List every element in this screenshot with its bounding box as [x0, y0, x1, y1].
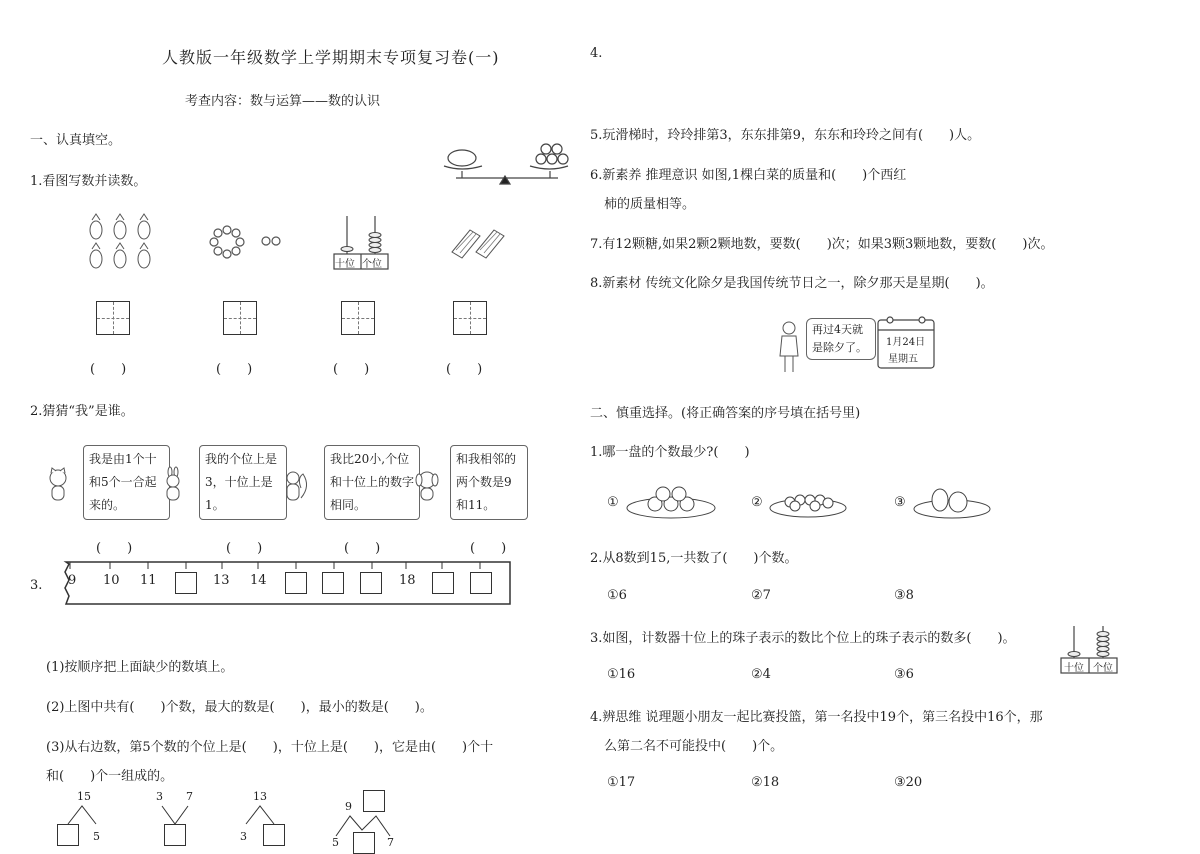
ruler-number-10: 10 [103, 573, 120, 588]
write-number-box-4[interactable] [453, 301, 487, 335]
apples-plate-image [625, 484, 717, 520]
s2-q4-line1: 4.辨思维 说理题小朋友一起比赛投篮，第一名投中19个，第三名投中16个，那 [590, 710, 1043, 725]
clue-bubble-3: 我比20小,个位和十位上的数字相同。 [324, 445, 420, 520]
tree1-top: 15 [77, 790, 91, 803]
read-number-blank-4[interactable]: ( ) [446, 362, 483, 377]
ruler-number-11: 11 [140, 573, 157, 588]
ruler-number-18: 18 [399, 573, 416, 588]
tree2-lines [158, 804, 198, 826]
tree4-bottom-left: 5 [332, 836, 339, 849]
section1-heading: 一、认真填空。 [30, 133, 122, 148]
clue-bubble-1: 我是由1个十和5个一合起来的。 [83, 445, 170, 520]
s2-q3-option-1[interactable]: ①16 [607, 667, 636, 682]
s2-q3-option-3[interactable]: ③6 [894, 667, 914, 682]
s2-q4-option-1[interactable]: ①17 [607, 775, 636, 790]
q2-text: 2.猜猜“我”是谁。 [30, 404, 134, 419]
write-number-box-3[interactable] [341, 301, 375, 335]
q8-text: 8.新素材 传统文化除夕是我国传统节日之一，除夕那天是星期( )。 [590, 276, 994, 291]
calendar-day: 星期五 [888, 354, 918, 365]
q3-sub1: (1)按顺序把上面缺少的数填上。 [46, 660, 234, 675]
ruler-blank-20[interactable] [470, 572, 492, 594]
ruler-number-9: 9 [68, 573, 77, 588]
dog-icon [414, 470, 440, 502]
s2-q1-option-3[interactable]: ③ [894, 495, 906, 510]
q6-line1: 6.新素养 推理意识 如图,1棵白菜的质量和( )个西红 [590, 168, 907, 183]
speech-bubble: 再过4天就是除夕了。 [806, 318, 876, 360]
tree3-lines [240, 804, 290, 826]
rabbit-icon [161, 468, 185, 502]
read-number-blank-1[interactable]: ( ) [90, 362, 127, 377]
guess-blank-2[interactable]: ( ) [226, 541, 263, 556]
abacus-tens-label: 十位 [335, 259, 355, 270]
squirrel-icon [283, 468, 309, 502]
ruler-blank-16[interactable] [322, 572, 344, 594]
tree2-left: 3 [156, 790, 163, 803]
cat-icon [46, 468, 70, 502]
strawberries-plate-image [768, 488, 848, 518]
guess-blank-1[interactable]: ( ) [96, 541, 133, 556]
s2-q2-option-2[interactable]: ②7 [751, 588, 771, 603]
s2-q2-option-1[interactable]: ①6 [607, 588, 627, 603]
calendar-date: 1月24日 [886, 337, 926, 348]
write-number-box-2[interactable] [223, 301, 257, 335]
s2-q4-option-3[interactable]: ③20 [894, 775, 923, 790]
clue-bubble-2: 我的个位上是3，十位上是1。 [199, 445, 287, 520]
beads-image [210, 225, 285, 259]
pears-plate-image [912, 482, 992, 520]
tree2-bottom-box[interactable] [164, 824, 186, 846]
q1-text: 1.看图写数并读数。 [30, 174, 147, 189]
s2-q1-option-2[interactable]: ② [751, 495, 763, 510]
tree3-left: 3 [240, 830, 247, 843]
write-number-box-1[interactable] [96, 301, 130, 335]
s2-q2-text: 2.从8数到15,一共数了( )个数。 [590, 551, 798, 566]
q7-text: 7.有12颗糖,如果2颗2颗地数，要数( )次；如果3颗3颗地数，要数( )次。 [590, 237, 1054, 252]
question-4-number: 4. [590, 46, 603, 61]
s2-q3-text: 3.如图，计数器十位上的珠子表示的数比个位上的珠子表示的数多( )。 [590, 631, 1016, 646]
counter-ones-label: 个位 [1093, 663, 1113, 674]
s2-q4-line2: 么第二名不可能投中( )个。 [604, 739, 784, 754]
s2-q4-option-2[interactable]: ②18 [751, 775, 780, 790]
tree3-right-box[interactable] [263, 824, 285, 846]
ruler-blank-17[interactable] [360, 572, 382, 594]
tree1-right: 5 [93, 830, 100, 843]
q5-text: 5.玩滑梯时，玲玲排第3，东东排第9，东东和玲玲之间有( )人。 [590, 128, 981, 143]
q3-sub2: (2)上图中共有( )个数，最大的数是( )，最小的数是( )。 [46, 700, 433, 715]
ruler-blank-12[interactable] [175, 572, 197, 594]
read-number-blank-2[interactable]: ( ) [216, 362, 253, 377]
ruler-blank-19[interactable] [432, 572, 454, 594]
tree4-bottom-right: 7 [387, 836, 394, 849]
sticks-image [450, 224, 506, 264]
balance-scale-image [438, 138, 573, 190]
tree4-top-box[interactable] [363, 790, 385, 812]
s2-q1-option-1[interactable]: ① [607, 495, 619, 510]
girl-icon [778, 320, 800, 376]
ruler-blank-15[interactable] [285, 572, 307, 594]
s2-q3-option-2[interactable]: ②4 [751, 667, 771, 682]
tree1-lines [60, 804, 110, 826]
tree3-top: 13 [253, 790, 267, 803]
clue-bubble-4: 和我相邻的两个数是9和11。 [450, 445, 528, 520]
tree4-bottom-box[interactable] [353, 832, 375, 854]
read-number-blank-3[interactable]: ( ) [333, 362, 370, 377]
abacus-ones-label: 个位 [362, 259, 382, 270]
counter-tens-label: 十位 [1064, 663, 1084, 674]
tree4-left: 9 [345, 800, 352, 813]
tree2-right: 7 [186, 790, 193, 803]
s2-q2-option-3[interactable]: ③8 [894, 588, 914, 603]
q3-sub3-line1: (3)从右边数，第5个数的个位上是( )，十位上是( )，它是由( )个十 [46, 740, 494, 755]
section2-heading: 二、慎重选择。(将正确答案的序号填在括号里) [590, 406, 861, 421]
guess-blank-3[interactable]: ( ) [344, 541, 381, 556]
tree1-left-box[interactable] [57, 824, 79, 846]
ruler-number-13: 13 [213, 573, 230, 588]
q3-number: 3. [30, 578, 43, 593]
page-title: 人教版一年级数学上学期期末专项复习卷(一) [162, 48, 500, 67]
s2-q1-text: 1.哪一盘的个数最少?( ) [590, 445, 750, 460]
page-subtitle: 考查内容：数与运算——数的认识 [185, 94, 381, 109]
ruler-number-14: 14 [250, 573, 267, 588]
q6-line2: 柿的质量相等。 [604, 197, 696, 212]
guess-blank-4[interactable]: ( ) [470, 541, 507, 556]
pineapples-image [85, 212, 155, 274]
q3-sub3-line2: 和( )个一组成的。 [46, 769, 174, 784]
